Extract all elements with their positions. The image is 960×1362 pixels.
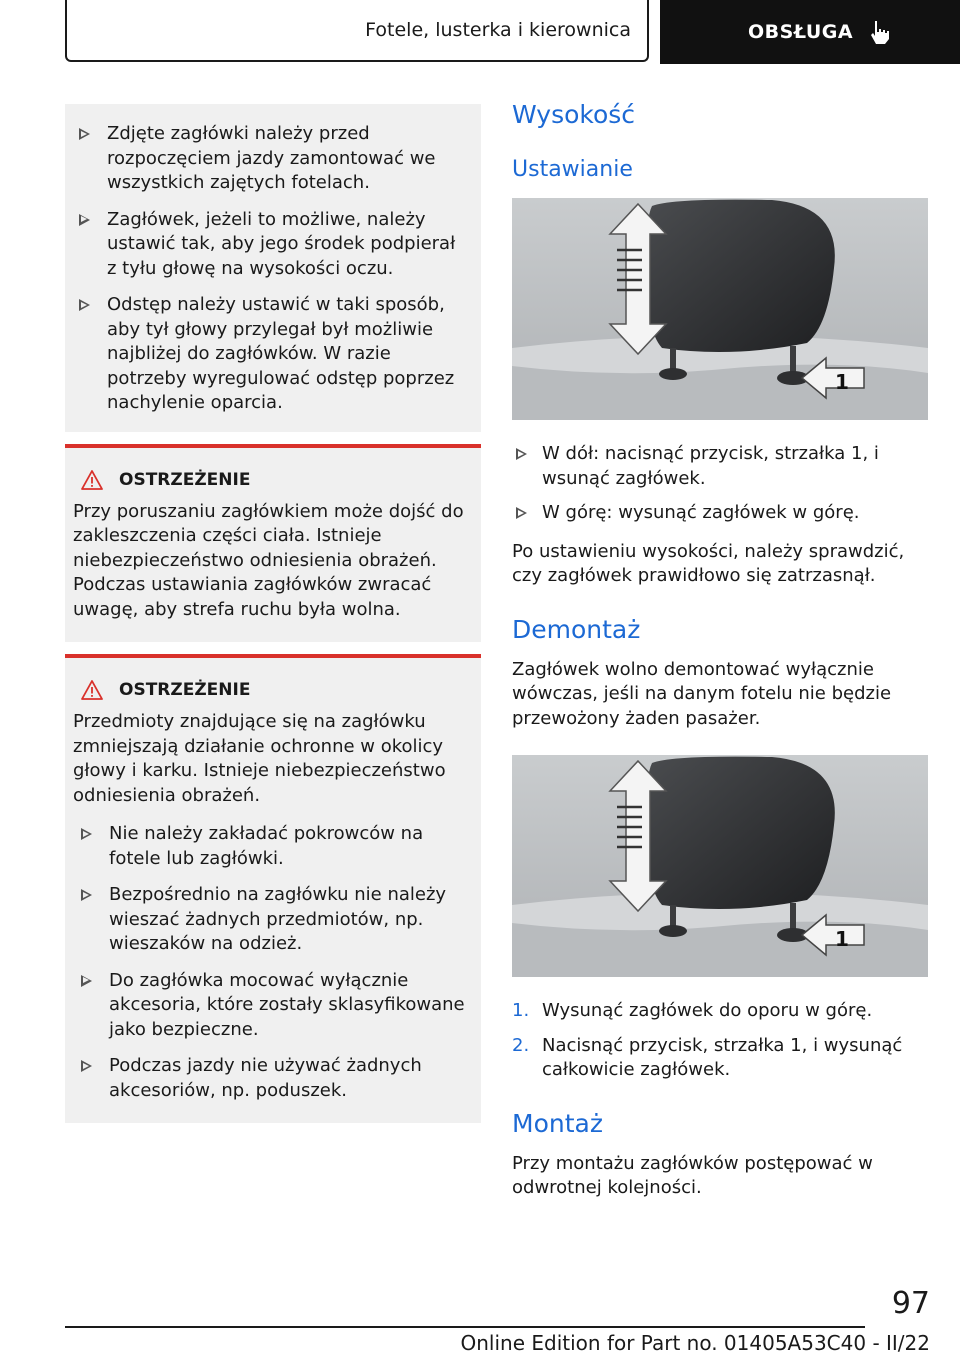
chapter-header [660, 0, 960, 64]
triangle-bullet-icon [81, 828, 92, 840]
warning-triangle-icon [81, 470, 103, 490]
headrest-removal-illustration [512, 755, 928, 977]
page-number: 97 [891, 1286, 930, 1321]
warning-list [73, 822, 473, 1103]
edition-text: Online Edition for Part no. 01405A53C40 - II/22 [460, 1331, 930, 1355]
list-item: Odstęp należy ustawić w taki sposób, aby tył głowy przylegał był możliwie najbliżej do zagłówków. W razie potrzeby wyregulować odstęp poprzez nachylenie oparcia. [75, 293, 467, 416]
hand-pointer-icon [867, 19, 893, 45]
list-item: Do zagłówka mocować wyłącznie akcesoria, które zostały sklasyfikowane jako bezpieczne. [77, 969, 473, 1043]
warning-text: Przy poruszaniu zagłówkiem może dojść do zakleszczenia części ciała. Istnieje niebezpieczeństwo odniesienia obrażeń. Podczas ustawiania zagłówków zwracać uwagę, aby strefa ruchu była wolna. [73, 500, 464, 620]
section-header [65, 0, 649, 62]
list-item: Nie należy zakładać pokrowców na fotele lub zagłówki. [77, 822, 473, 871]
warning-box-2 [65, 654, 481, 1123]
tips-box [65, 104, 481, 432]
warning-text: Przedmioty znajdujące się na zagłówku zmniejszają działanie ochronne w okolicy głowy i karku. Istnieje niebezpieczeństwo odniesienia obrażeń. [73, 711, 446, 806]
triangle-bullet-icon [81, 975, 92, 987]
tips-list [75, 122, 467, 416]
triangle-bullet-icon [81, 1060, 92, 1072]
warning-triangle-icon [81, 680, 103, 700]
list-item: Podczas jazdy nie używać żadnych akcesoriów, np. poduszek. [77, 1054, 473, 1103]
triangle-bullet-icon [81, 889, 92, 901]
removal-steps [512, 999, 930, 1083]
section-title: Fotele, lusterka i kierownica [365, 19, 631, 41]
headrest-adjust-illustration [512, 198, 928, 420]
install-text: Przy montażu zagłówków postępować w odwrotnej kolejności. [512, 1152, 873, 1198]
adjust-note: Po ustawieniu wysokości, należy sprawdzić, czy zagłówek prawidłowo się zatrzasnął. [512, 540, 905, 586]
left-column [65, 104, 481, 1123]
list-item: 2. Nacisnąć przycisk, strzałka 1, i wysunąć całkowicie zagłówek. [512, 1034, 903, 1080]
right-column [512, 100, 930, 1201]
list-item: Zdjęte zagłówki należy przed rozpoczęciem jazdy zamontować we wszystkich zajętych fotelach. [75, 122, 467, 196]
heading-install: Montaż [512, 1108, 603, 1138]
callout-label: 1 [835, 927, 849, 951]
triangle-bullet-icon [79, 214, 90, 226]
heading-height: Wysokość [512, 100, 636, 129]
list-item: W dół: nacisnąć przycisk, strzałka 1, i wsunąć zagłówek. [512, 442, 930, 491]
removal-text: Zagłówek wolno demontować wyłącznie wówczas, jeśli na danym fotelu nie będzie przewożony żaden pasażer. [512, 658, 892, 729]
adjust-list [512, 442, 930, 526]
list-item: Zagłówek, jeżeli to możliwe, należy ustawić tak, aby jego środek podpierał z tyłu głowę na wysokości oczu. [75, 208, 467, 282]
triangle-bullet-icon [79, 299, 90, 311]
list-item: W górę: wysunąć zagłówek w górę. [512, 501, 930, 526]
warning-title: OSTRZEŻENIE [81, 470, 473, 490]
list-item: Bezpośrednio na zagłówku nie należy wieszać żadnych przedmiotów, np. wieszaków na odzież. [77, 883, 473, 957]
triangle-bullet-icon [516, 448, 527, 460]
warning-title: OSTRZEŻENIE [81, 680, 473, 700]
heading-adjust: Ustawianie [512, 157, 633, 182]
triangle-bullet-icon [79, 128, 90, 140]
heading-removal: Demontaż [512, 614, 641, 644]
footer-divider [65, 1326, 865, 1328]
warning-box-1 [65, 444, 481, 643]
list-item: 1. Wysunąć zagłówek do oporu w górę. [512, 1000, 873, 1021]
chapter-title: OBSŁUGA [748, 21, 854, 43]
triangle-bullet-icon [516, 507, 527, 519]
callout-label: 1 [835, 370, 849, 394]
